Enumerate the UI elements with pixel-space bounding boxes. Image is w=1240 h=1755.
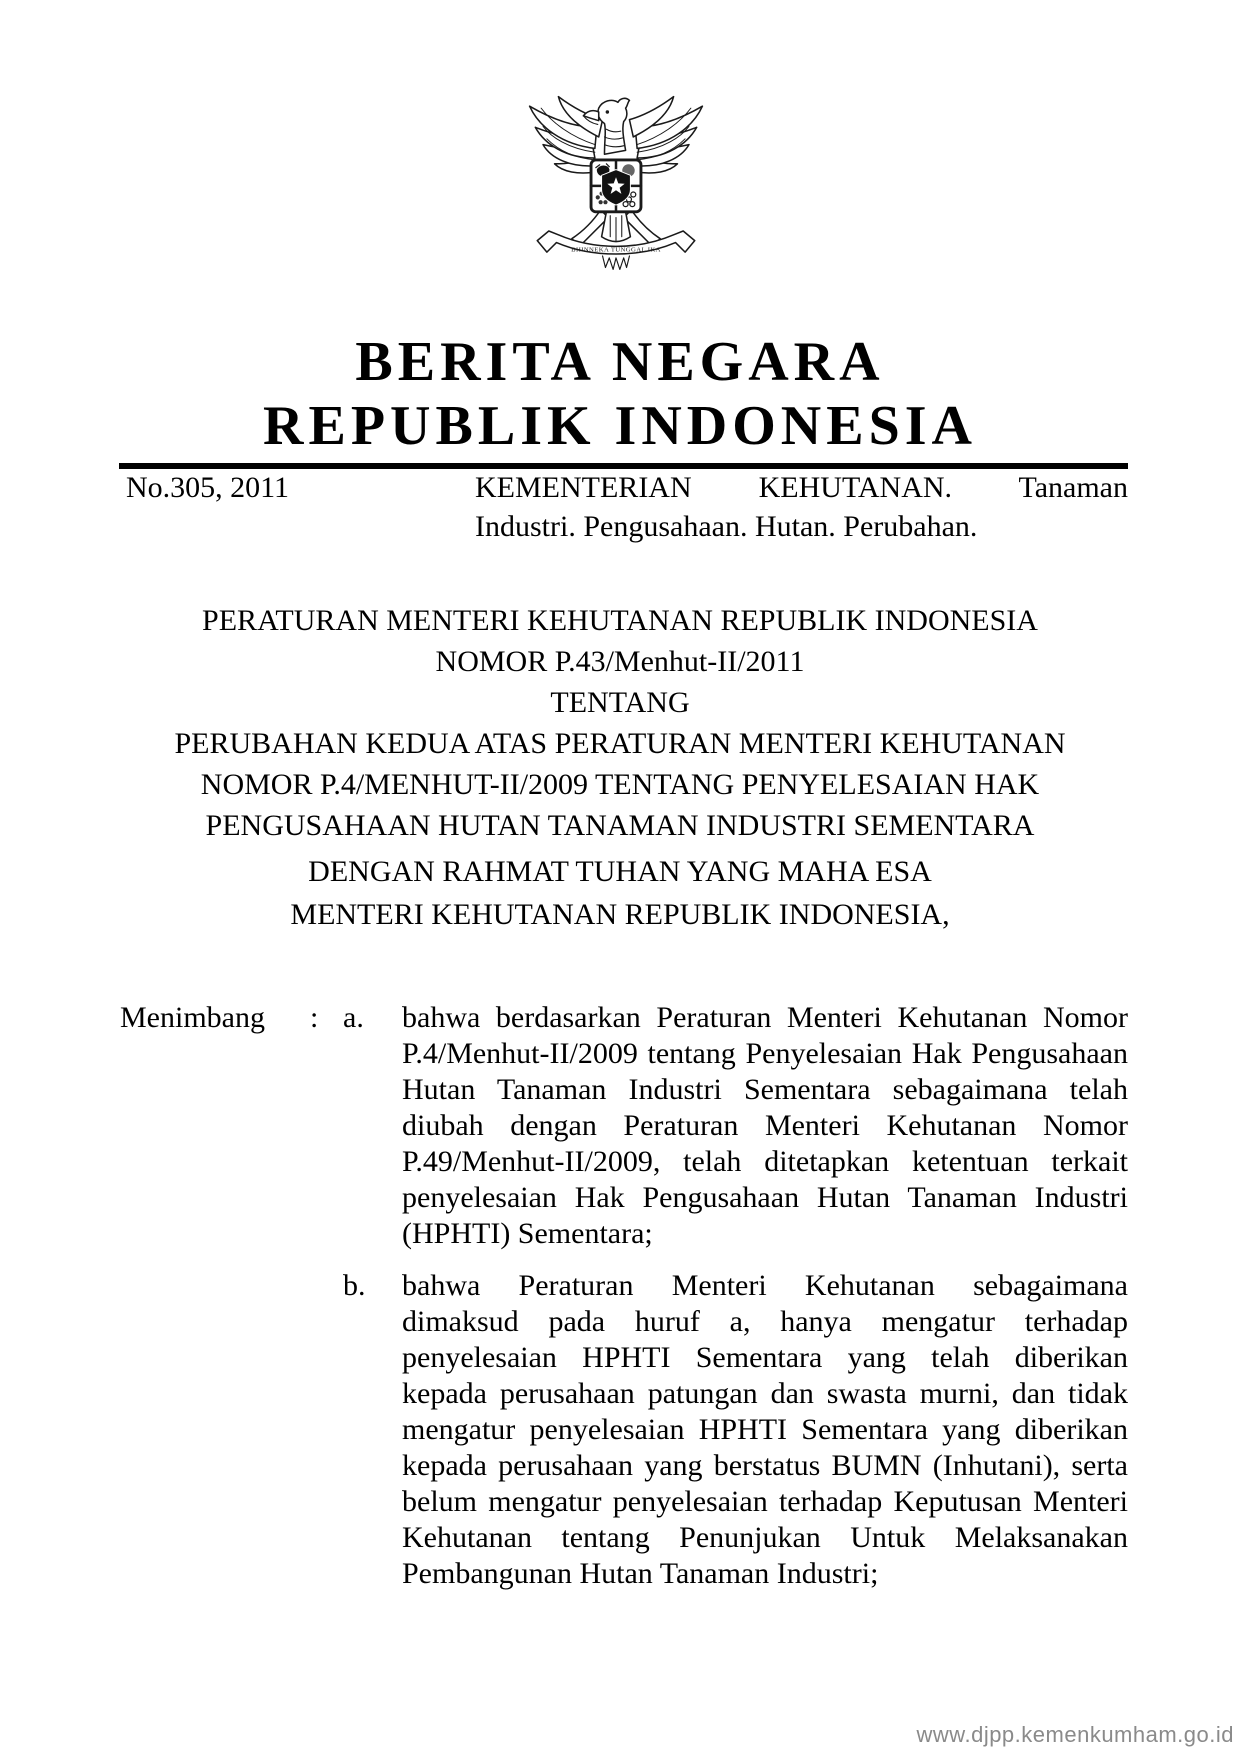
considerations-list [343,1000,1128,1592]
regulation-subject-line1: PERUBAHAN KEDUA ATAS PERATURAN MENTERI KEHUTANAN [174,727,1066,760]
consideration-item-a [343,1000,1128,1252]
masthead-title-line1: BERITA NEGARA [355,331,885,393]
consideration-letter-a: a. [343,1001,364,1034]
regulation-subject-line3: PENGUSAHAAN HUTAN TANAMAN INDUSTRI SEMENTARA [205,809,1035,842]
considerations-label: Menimbang [120,1001,265,1034]
regulation-number-line: NOMOR P.43/Menhut-II/2011 [435,645,805,678]
preamble [116,850,1124,936]
emblem-scroll-text: BHINNEKA TUNGGAL IKA [571,246,661,254]
ministry-subject-block [475,468,1128,546]
garuda-pancasila-icon [520,86,712,280]
consideration-text-b: bahwa Peraturan Menteri Kehutanan sebagaimana dimaksud pada huruf a, hanya mengatur terhadap penyelesaian HPHTI Sementara yang telah diberikan kepada perusahaan patungan dan swasta murni, dan tidak mengatur penyelesaian HPHTI Sementara yang diberikan kepada perusahaan yang berstatus BUMN (Inhutani), serta belum mengatur penyelesaian terhadap Keputusan Menteri Kehutanan tentang Penunjukan Untuk Melaksanakan Pembangunan Hutan Tanaman Industri; [402,1269,1128,1590]
masthead [116,330,1124,458]
masthead-title-line2: REPUBLIK INDONESIA [263,395,977,457]
gazette-number: No.305, 2011 [126,471,290,504]
regulation-title-line1: PERATURAN MENTERI KEHUTANAN REPUBLIK INDONESIA [202,604,1038,637]
considerations-section [120,1000,1128,1592]
regulation-subject-line2: NOMOR P.4/MENHUT-II/2009 TENTANG PENYELESAIAN HAK [200,768,1040,801]
footer-website-watermark: www.djpp.kemenkumham.go.id [916,1722,1234,1747]
consideration-letter-b: b. [343,1269,366,1302]
preamble-minister-line: MENTERI KEHUTANAN REPUBLIK INDONESIA, [290,898,950,931]
regulation-tentang-line: TENTANG [550,686,690,719]
ministry-subject-line2: Industri. Pengusahaan. Hutan. Perubahan. [475,510,978,543]
regulation-title [116,600,1124,846]
considerations-separator: : [310,1001,319,1034]
consideration-text-a: bahwa berdasarkan Peraturan Menteri Kehutanan Nomor P.4/Menhut-II/2009 tentang Penyelesaian Hak Pengusahaan Hutan Tanaman Industri Sementara sebagaimana telah diubah dengan Peraturan Menteri Kehutanan Nomor P.49/Menhut-II/2009, telah ditetapkan ketentuan terkait penyelesaian Hak Pengusahaan Hutan Tanaman Industri (HPHTI) Sementara; [402,1001,1128,1250]
consideration-item-b [343,1268,1128,1592]
garuda-pancasila-emblem [520,86,712,280]
ministry-subject-line1: KEMENTERIAN KEHUTANAN. Tanaman [475,471,1128,504]
preamble-grace-line: DENGAN RAHMAT TUHAN YANG MAHA ESA [308,855,932,888]
